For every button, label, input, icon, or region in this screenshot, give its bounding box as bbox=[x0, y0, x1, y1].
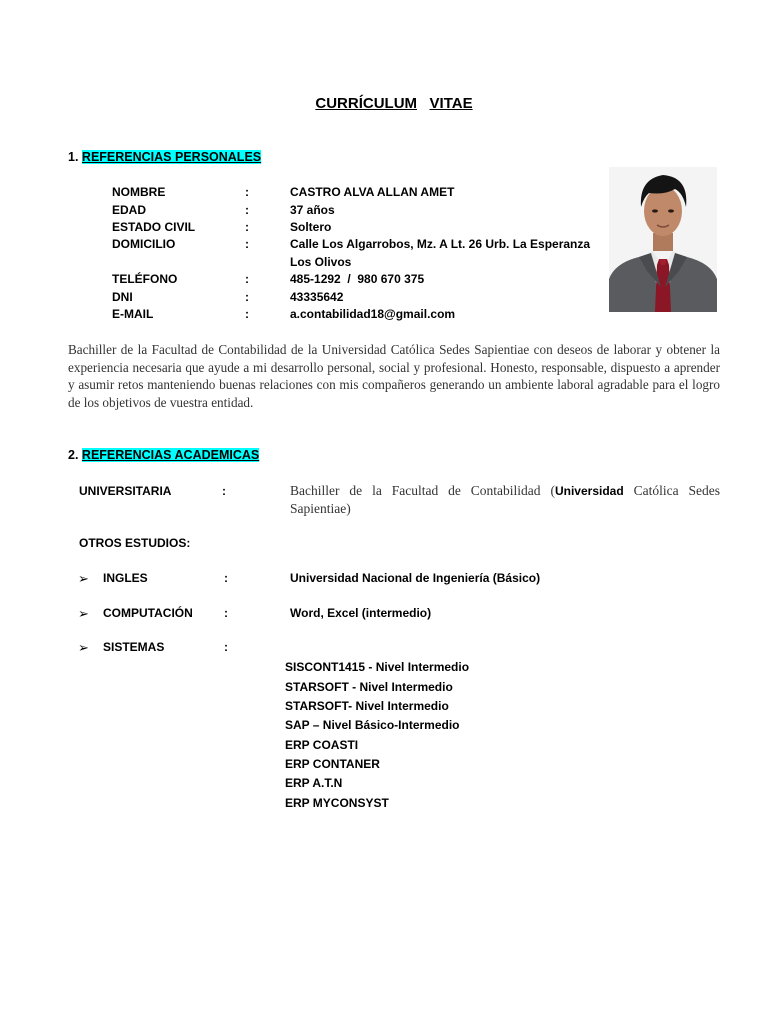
system-item: STARSOFT - Nivel Intermedio bbox=[285, 680, 453, 694]
label-ingles: INGLES bbox=[103, 571, 148, 585]
label-estado-civil: ESTADO CIVIL bbox=[112, 220, 196, 234]
value-email: a.contabilidad18@gmail.com bbox=[290, 307, 456, 321]
value-nombre: CASTRO ALVA ALLAN AMET bbox=[290, 185, 455, 199]
colon: : bbox=[245, 307, 249, 321]
colon: : bbox=[222, 484, 226, 498]
colon: : bbox=[224, 606, 228, 620]
label-email: E-MAIL bbox=[112, 307, 154, 321]
colon: : bbox=[245, 237, 249, 251]
university-text-pre: Bachiller de la Facultad de Contabilidad ( bbox=[290, 483, 555, 498]
label-nombre: NOMBRE bbox=[112, 185, 166, 199]
colon: : bbox=[245, 220, 249, 234]
colon: : bbox=[224, 640, 228, 654]
label-sistemas: SISTEMAS bbox=[103, 640, 165, 654]
bullet-arrow-icon: ➢ bbox=[78, 606, 89, 621]
label-domicilio: DOMICILIO bbox=[112, 237, 176, 251]
system-item: ERP MYCONSYST bbox=[285, 796, 389, 810]
colon: : bbox=[224, 571, 228, 585]
label-edad: EDAD bbox=[112, 203, 147, 217]
value-edad: 37 años bbox=[290, 203, 335, 217]
value-domicilio-line-2: Los Olivos bbox=[290, 255, 352, 269]
value-telefono: 485-1292 / 980 670 375 bbox=[290, 272, 425, 286]
system-item: ERP COASTI bbox=[285, 738, 359, 752]
system-item: ERP CONTANER bbox=[285, 757, 380, 771]
profile-summary: Bachiller de la Facultad de Contabilidad de la Universidad Católica Sedes Sapientiae con deseos de laborar y obtener la experiencia necesaria que ayude a mi desarrollo personal, social y profesional. Honesto, responsable, dispuesto a aprender y asumir retos manteniendo buenas relaciones con mis compañeros generando un ambiente laboral agradable para el logro de los objetivos de vuestra entidad. bbox=[68, 342, 720, 410]
colon: : bbox=[245, 272, 249, 286]
value-computacion: Word, Excel (intermedio) bbox=[290, 606, 432, 620]
bullet-arrow-icon: ➢ bbox=[78, 571, 89, 586]
bullet-arrow-icon: ➢ bbox=[78, 640, 89, 655]
university-text-bold: Universidad bbox=[554, 484, 624, 498]
label-computacion: COMPUTACIÓN bbox=[103, 606, 193, 620]
system-item: STARSOFT- Nivel Intermedio bbox=[285, 699, 449, 713]
colon: : bbox=[245, 290, 249, 304]
section-1-heading bbox=[68, 150, 261, 164]
section-number: 2. bbox=[68, 448, 79, 462]
section-title: REFERENCIAS PERSONALES bbox=[81, 150, 262, 164]
section-title: REFERENCIAS ACADEMICAS bbox=[81, 448, 260, 462]
section-2-heading bbox=[68, 448, 259, 462]
value-ingles: Universidad Nacional de Ingeniería (Básico) bbox=[290, 571, 541, 585]
university-text-post: Católica Sedes Sapientiae) bbox=[290, 483, 720, 516]
label-otros-estudios: OTROS ESTUDIOS: bbox=[79, 536, 191, 550]
label-universitaria: UNIVERSITARIA bbox=[79, 484, 172, 498]
value-domicilio: Calle Los Algarrobos, Mz. A Lt. 26 Urb. La Esperanza bbox=[290, 237, 591, 251]
value-dni: 43335642 bbox=[290, 290, 344, 304]
colon: : bbox=[245, 185, 249, 199]
portrait-image bbox=[609, 167, 717, 312]
system-item: ERP A.T.N bbox=[285, 776, 343, 790]
document-title bbox=[0, 95, 768, 112]
title-word-2: VITAE bbox=[429, 95, 473, 112]
title-word-1: CURRÍCULUM bbox=[315, 95, 418, 112]
label-dni: DNI bbox=[112, 290, 133, 304]
value-universitaria bbox=[290, 482, 720, 518]
section-number: 1. bbox=[68, 150, 79, 164]
value-estado-civil: Soltero bbox=[290, 220, 332, 234]
system-item: SAP – Nivel Básico-Intermedio bbox=[285, 718, 460, 732]
profile-photo bbox=[609, 167, 717, 312]
system-item: SISCONT1415 - Nivel Intermedio bbox=[285, 660, 470, 674]
colon: : bbox=[245, 203, 249, 217]
label-telefono: TELÉFONO bbox=[112, 272, 178, 286]
